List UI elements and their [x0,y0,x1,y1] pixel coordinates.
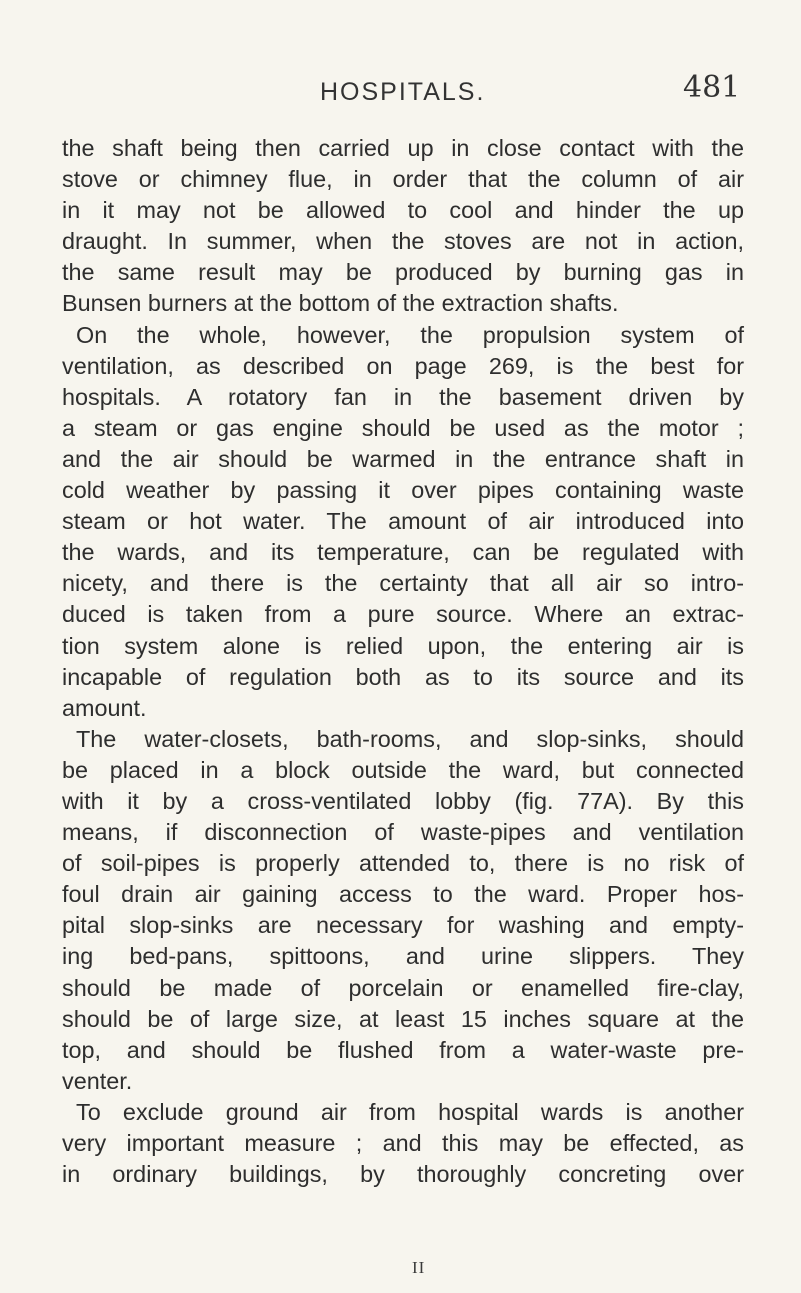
paragraph-start-line: On the whole, however, the propulsion system of [76,321,744,348]
body-text [62,133,744,1190]
text-line: in it may not be allowed to cool and hinder the up [62,197,744,224]
paragraph-start-line: To exclude ground air from hospital wards is another [76,1098,744,1125]
text-line: very important measure ; and this may be effected, as [62,1130,744,1156]
text-line: incapable of regulation both as to its source and its [62,663,744,690]
text-line: venter. [62,1067,133,1094]
text-line: means, if disconnection of waste-pipes and ventilation [62,819,744,846]
text-line: the same result may be produced by burning gas in [62,259,744,286]
text-line: tion system alone is relied upon, the entering air is [62,632,744,659]
text-line: ing bed-pans, spittoons, and urine slippers. They [62,943,744,970]
text-line: top, and should be flushed from a water-waste pre- [62,1036,744,1063]
text-line: Bunsen burners at the bottom of the extraction shafts. [62,290,619,317]
text-line: the shaft being then carried up in close contact with the [62,135,744,161]
signature-mark: II [412,1258,426,1277]
text-line: steam or hot water. The amount of air introduced into [62,508,744,535]
text-line: hospitals. A rotatory fan in the basement driven by [62,383,744,410]
text-line: a steam or gas engine should be used as the motor ; [62,414,744,441]
paragraph-start-line: The water-closets, bath-rooms, and slop-sinks, should [76,725,744,752]
text-line: cold weather by passing it over pipes containing waste [62,477,744,504]
running-title: HOSPITALS. [320,78,486,106]
text-line: be placed in a block outside the ward, but connected [62,756,744,783]
text-line: pital slop-sinks are necessary for washing and empty- [62,912,744,939]
text-line: foul drain air gaining access to the ward. Proper hos- [62,881,744,908]
text-line: duced is taken from a pure source. Where an extrac- [62,601,744,628]
text-line: stove or chimney flue, in order that the column of air [62,166,744,193]
page-number: 481 [683,70,741,105]
text-line: with it by a cross-ventilated lobby (fig. 77A). By this [62,787,744,814]
text-line: the wards, and its temperature, can be regulated with [62,539,744,566]
text-line: amount. [62,694,147,721]
text-line: ventilation, as described on page 269, is the best for [62,352,744,379]
text-line: in ordinary buildings, by thoroughly concreting over [62,1161,744,1188]
text-line: should be made of porcelain or enamelled fire-clay, [62,974,744,1001]
text-line: should be of large size, at least 15 inches square at the [62,1005,744,1032]
text-line: nicety, and there is the certainty that all air so intro- [62,570,744,597]
text-line: draught. In summer, when the stoves are not in action, [62,228,744,255]
text-line: and the air should be warmed in the entrance shaft in [62,445,744,472]
text-line: of soil-pipes is properly attended to, there is no risk of [62,850,744,877]
